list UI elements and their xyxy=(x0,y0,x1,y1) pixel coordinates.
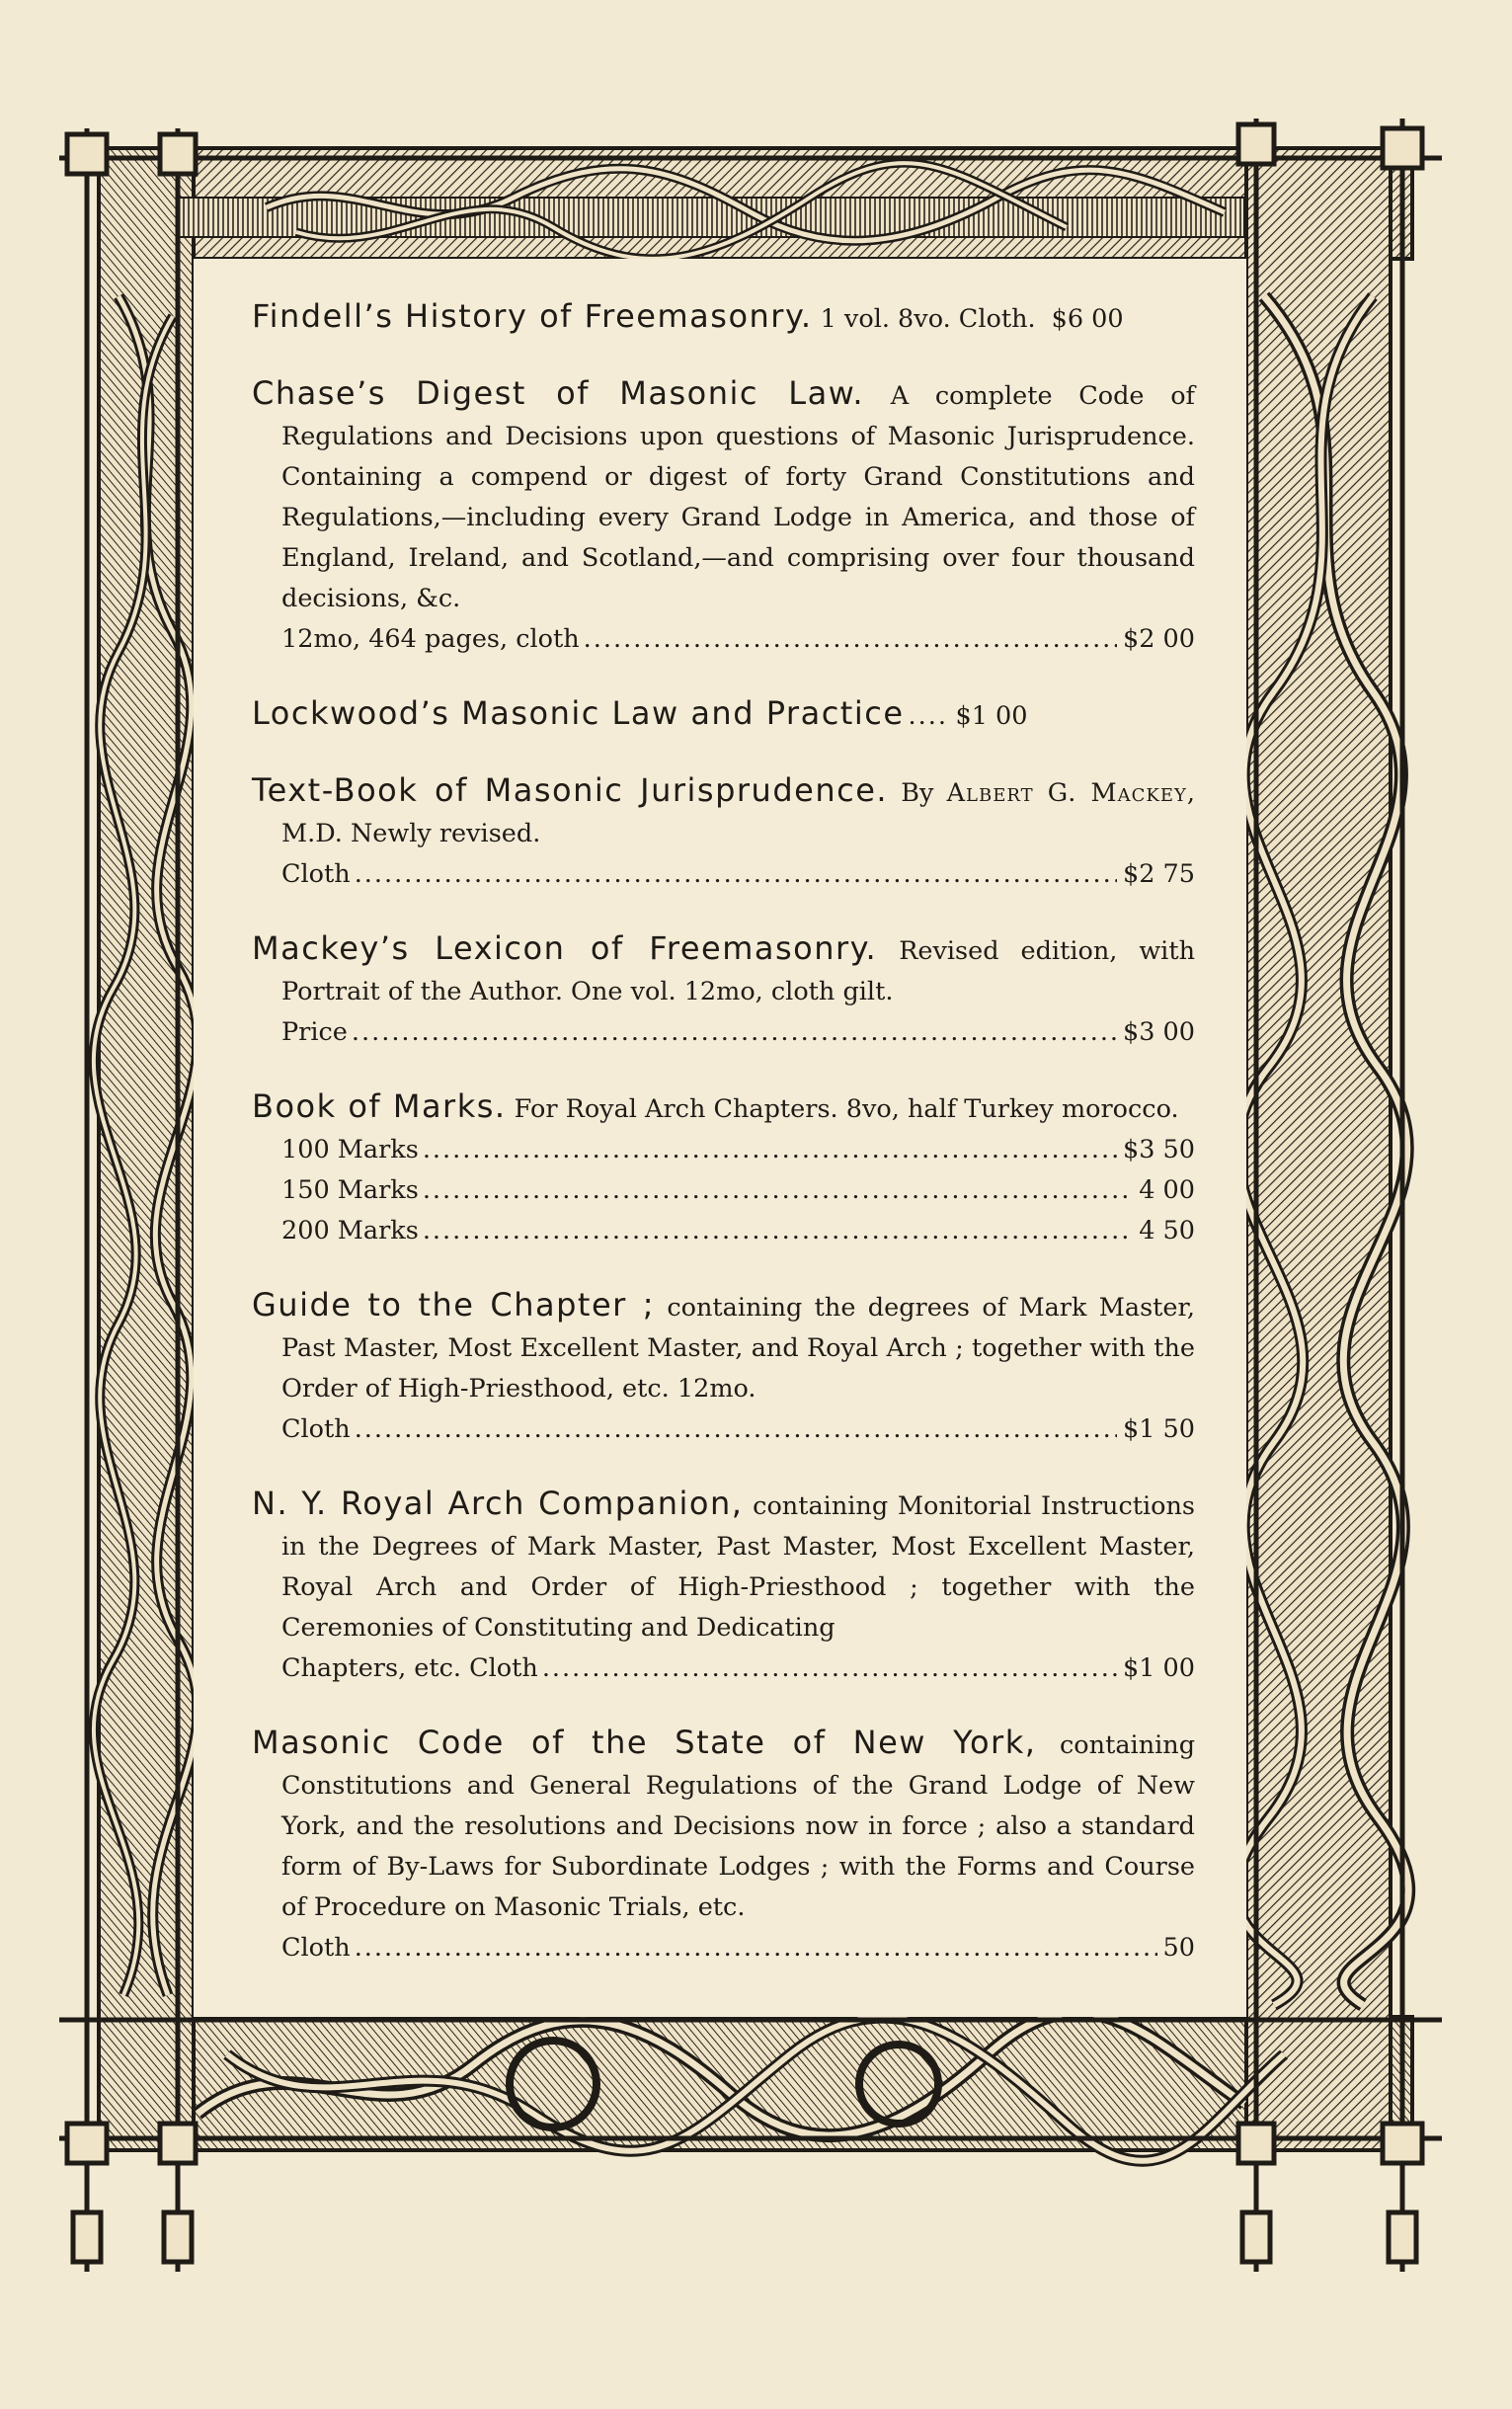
entry-guide xyxy=(252,1285,1195,1450)
lexicon-desc: Revised edition, with Portrait of the Author. One vol. 12mo, cloth gilt. xyxy=(281,936,1195,1006)
companion-line-label: Chapters, etc. Cloth xyxy=(281,1653,538,1683)
marks-item-label: 150 Marks xyxy=(281,1175,419,1205)
entry-companion xyxy=(252,1484,1195,1689)
code-line-label: Cloth xyxy=(281,1933,351,1963)
guide-line-label: Cloth xyxy=(281,1414,351,1444)
lockwood-line xyxy=(252,693,1195,737)
dot-leader xyxy=(423,1211,1133,1251)
lexicon-price-line xyxy=(252,1012,1195,1053)
chase-line-label: 12mo, 464 pages, cloth xyxy=(281,624,580,654)
textbook-line-label: Cloth xyxy=(281,859,351,889)
dot-leader xyxy=(542,1648,1117,1689)
dot-leader xyxy=(352,1012,1117,1053)
guide-desc: containing the degrees of Mark Master, Past Master, Most Excellent Master, and Royal Arch ; together with the Order of High-Priesthood, etc. 12mo. xyxy=(281,1293,1195,1404)
findell-title: Findell’s History of Freemasonry. xyxy=(252,297,813,335)
code-desc: containing Constitutions and General Regulations of the Grand Lodge of New York, and the resolutions and Decisions now in force ; also a standard form of By-Laws for Subordinate Lodges ; with the Forms and Course of Procedure on Masonic Trials, etc. xyxy=(281,1730,1196,1922)
chase-price-line xyxy=(252,619,1195,660)
entry-textbook xyxy=(252,770,1195,895)
chase-price: $2 00 xyxy=(1122,624,1195,654)
textbook-title: Text-Book of Masonic Jurisprudence. xyxy=(252,771,889,809)
textbook-by: By xyxy=(888,778,947,808)
dot-leader xyxy=(584,619,1117,660)
lockwood-price: $1 00 xyxy=(955,701,1028,731)
dot-leader xyxy=(423,1130,1117,1170)
marks-item-label: 100 Marks xyxy=(281,1135,419,1164)
dot-leader xyxy=(423,1170,1133,1211)
entry-marks xyxy=(252,1086,1195,1251)
textbook-author: Albert G. Mackey xyxy=(946,778,1187,808)
dot-leader xyxy=(909,696,950,737)
companion-title: N. Y. Royal Arch Companion, xyxy=(252,1485,744,1522)
companion-price-line xyxy=(252,1648,1195,1689)
companion-price: $1 00 xyxy=(1122,1653,1195,1683)
marks-item-price: 4 50 xyxy=(1139,1216,1195,1245)
dot-leader xyxy=(355,1409,1117,1450)
entry-lockwood xyxy=(252,693,1195,737)
book-list xyxy=(252,296,1195,2002)
findell-price: $6 00 xyxy=(1051,304,1124,334)
marks-item-price: $3 50 xyxy=(1122,1135,1195,1164)
textbook-desc: , M.D. Newly revised. xyxy=(281,778,1196,848)
marks-item-label: 200 Marks xyxy=(281,1216,419,1245)
entry-lexicon xyxy=(252,928,1195,1053)
marks-desc: For Royal Arch Chapters. 8vo, half Turkey morocco. xyxy=(506,1094,1179,1124)
entry-findell xyxy=(252,296,1195,340)
marks-item xyxy=(252,1130,1195,1170)
lockwood-title: Lockwood’s Masonic Law and Practice xyxy=(252,694,905,732)
companion-desc: containing Monitorial Instructions in the Degrees of Mark Master, Past Master, Most Excellent Master, Royal Arch and Order of High-Priesthood ; together with the Ceremonies of Constituting and Dedicating xyxy=(281,1491,1196,1643)
findell-desc: 1 vol. 8vo. Cloth. xyxy=(812,304,1036,334)
entry-chase xyxy=(252,373,1195,660)
guide-price: $1 50 xyxy=(1122,1414,1195,1444)
textbook-price-line xyxy=(252,854,1195,895)
marks-title: Book of Marks. xyxy=(252,1087,507,1125)
code-title: Masonic Code of the State of New York, xyxy=(252,1724,1037,1761)
dot-leader xyxy=(355,854,1117,895)
marks-item xyxy=(252,1211,1195,1251)
lexicon-title: Mackey’s Lexicon of Freemasonry. xyxy=(252,929,878,967)
marks-item-price: 4 00 xyxy=(1139,1175,1195,1205)
findell-line xyxy=(252,296,1195,340)
lexicon-price: $3 00 xyxy=(1122,1017,1195,1047)
guide-price-line xyxy=(252,1409,1195,1450)
marks-item xyxy=(252,1170,1195,1211)
entry-code xyxy=(252,1723,1195,1968)
lexicon-line-label: Price xyxy=(281,1017,348,1047)
guide-title: Guide to the Chapter ; xyxy=(252,1286,655,1324)
code-price: 50 xyxy=(1162,1933,1195,1963)
chase-title: Chase’s Digest of Masonic Law. xyxy=(252,374,865,412)
textbook-price: $2 75 xyxy=(1122,859,1195,889)
code-price-line xyxy=(252,1928,1195,1968)
chase-desc: A complete Code of Regulations and Decisions upon questions of Masonic Jurisprudence. Containing a compend or digest of forty Grand Constitutions and Regulations,—including every Grand Lodge in America, and those of England, Ireland, and Scotland,—and comprising over four thousand decisions, &c. xyxy=(281,381,1195,613)
dot-leader xyxy=(355,1928,1157,1968)
